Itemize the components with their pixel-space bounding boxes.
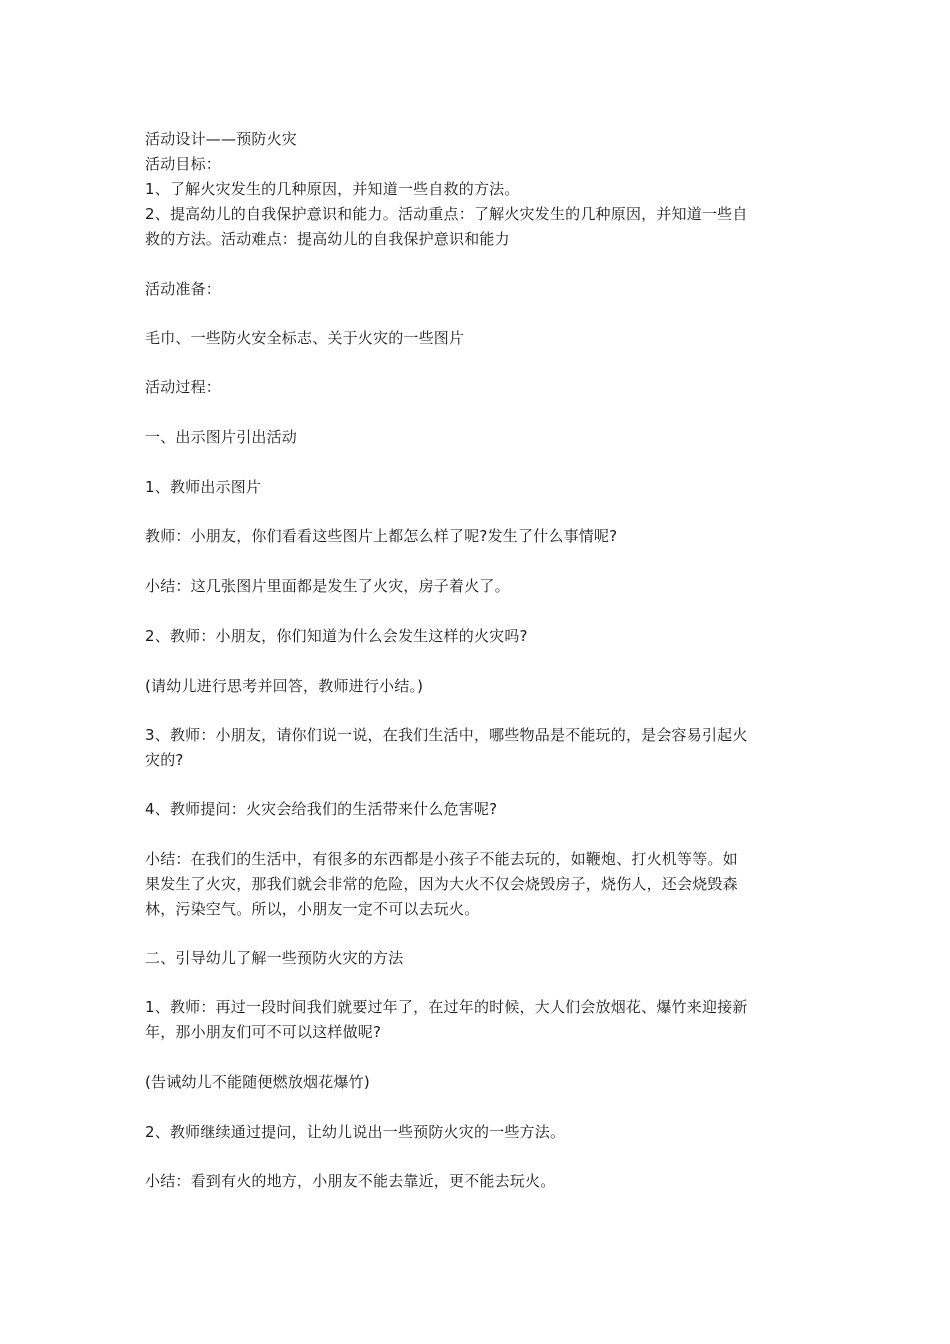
paragraph: 小结：在我们的生活中，有很多的东西都是小孩子不能去玩的，如鞭炮、打火机等等。如 — [145, 850, 738, 868]
paragraph-continued: 林，污染空气。所以，小朋友一定不可以去玩火。 — [145, 900, 480, 918]
goal-item-1: 1、了解火灾发生的几种原因，并知道一些自救的方法。 — [145, 180, 520, 198]
section-heading-process: 活动过程： — [145, 378, 222, 396]
goal-item-2-continued: 救的方法。活动难点：提高幼儿的自我保护意识和能力 — [145, 230, 510, 248]
paragraph: 2、教师：小朋友，你们知道为什么会发生这样的火灾吗? — [145, 627, 528, 645]
document-title: 活动设计——预防火灾 — [145, 130, 298, 148]
paragraph-continued: 果发生了火灾，那我们就会非常的危险，因为大火不仅会烧毁房子，烧伤人，还会烧毁森 — [145, 875, 738, 893]
paragraph: 3、教师：小朋友，请你们说一说，在我们生活中，哪些物品是不能玩的，是会容易引起火 — [145, 726, 748, 744]
paragraph: 教师：小朋友，你们看看这些图片上都怎么样了呢?发生了什么事情呢? — [145, 527, 618, 545]
paragraph-continued: 灾的? — [145, 751, 184, 769]
paragraph: (请幼儿进行思考并回答，教师进行小结。) — [145, 677, 424, 695]
goal-item-2: 2、提高幼儿的自我保护意识和能力。活动重点：了解火灾发生的几种原因，并知道一些自 — [145, 205, 748, 223]
section-heading-preparation: 活动准备： — [145, 280, 222, 298]
paragraph: 2、教师继续通过提问，让幼儿说出一些预防火灾的一些方法。 — [145, 1123, 566, 1141]
part-one-heading: 一、出示图片引出活动 — [145, 428, 298, 446]
paragraph: 4、教师提问：火灾会给我们的生活带来什么危害呢? — [145, 800, 498, 818]
section-heading-goals: 活动目标： — [145, 155, 222, 173]
paragraph-continued: 年，那小朋友们可不可以这样做呢? — [145, 1023, 382, 1041]
paragraph: 1、教师：再过一段时间我们就要过年了，在过年的时候，大人们会放烟花、爆竹来迎接新 — [145, 998, 748, 1016]
paragraph: 小结：这几张图片里面都是发生了火灾，房子着火了。 — [145, 577, 510, 595]
part-two-heading: 二、引导幼儿了解一些预防火灾的方法 — [145, 949, 404, 967]
paragraph: 1、教师出示图片 — [145, 478, 262, 496]
preparation-materials: 毛巾、一些防火安全标志、关于火灾的一些图片 — [145, 329, 465, 347]
paragraph: (告诫幼儿不能随便燃放烟花爆竹) — [145, 1073, 370, 1091]
paragraph: 小结：看到有火的地方，小朋友不能去靠近，更不能去玩火。 — [145, 1172, 556, 1190]
